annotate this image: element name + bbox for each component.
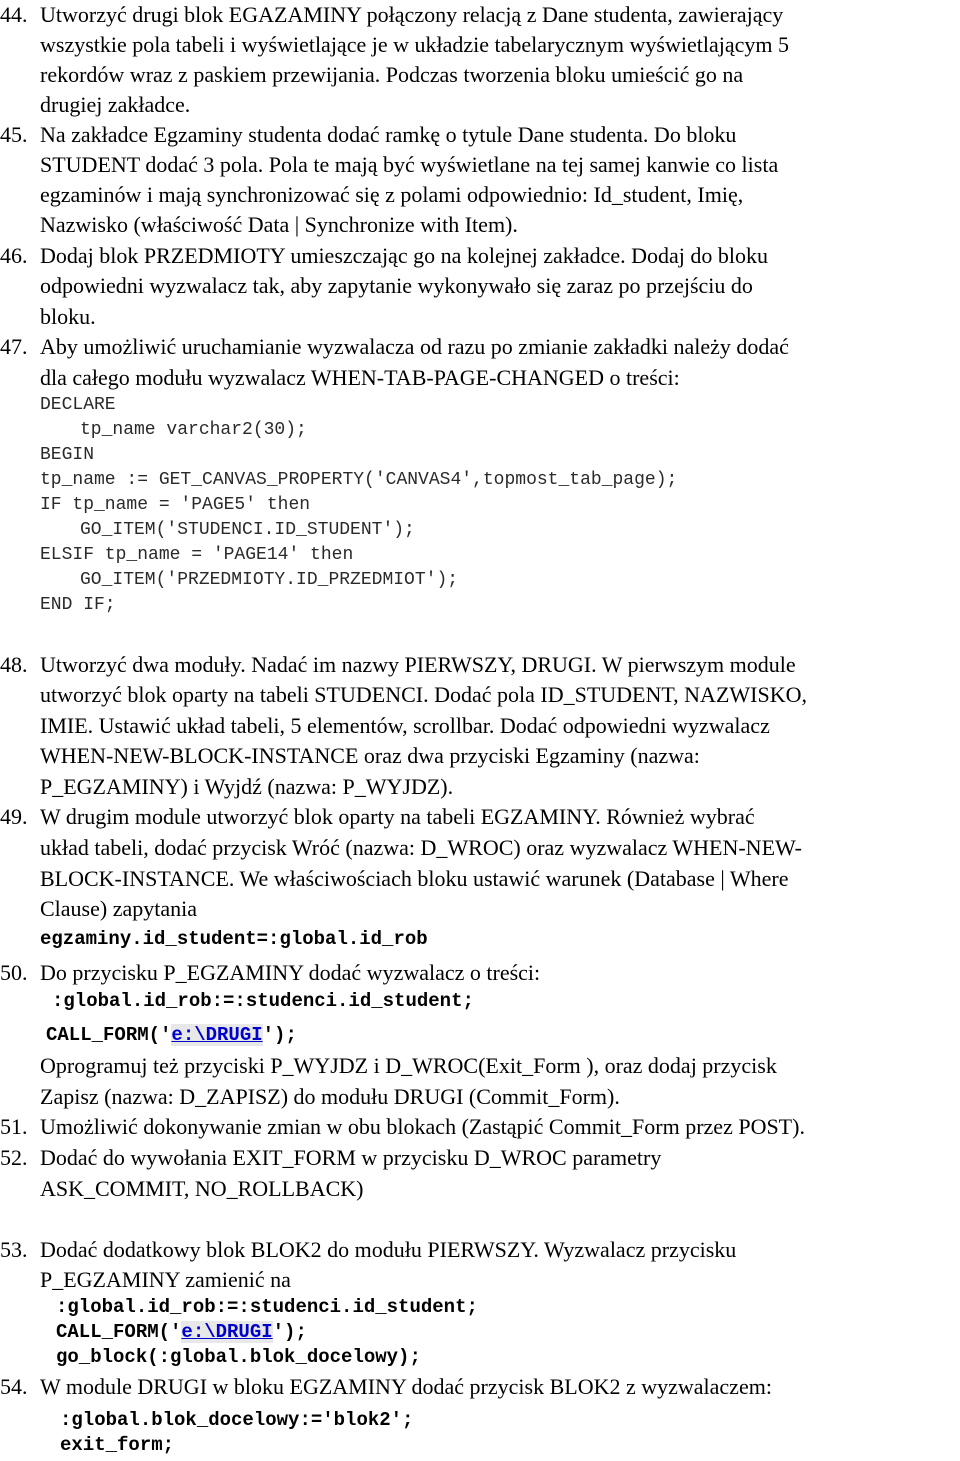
code-call-form-suffix: ');: [262, 1024, 297, 1046]
item-44-line-1: Utworzyć drugi blok EGAZAMINY połączony relacją z Dane studenta, zawierający: [40, 2, 784, 27]
code-line-goitem-1: GO_ITEM('STUDENCI.ID_STUDENT');: [80, 520, 415, 540]
call-form-path-link[interactable]: e:\DRUGI: [171, 1024, 263, 1046]
item-49-line-4: Clause) zapytania: [40, 896, 197, 921]
call-form-path-link-2[interactable]: e:\DRUGI: [181, 1321, 273, 1343]
item-number-44: 44.: [0, 2, 28, 27]
code-blok-docelowy: :global.blok_docelowy:='blok2';: [60, 1409, 414, 1431]
code-call-form-prefix: CALL_FORM(': [46, 1024, 172, 1046]
item-50-line-1: Do przycisku P_EGZAMINY dodać wyzwalacz o treści:: [40, 960, 541, 985]
code-where-clause: egzaminy.id_student=:global.id_rob: [40, 928, 428, 950]
item-50-line-2: Oprogramuj też przyciski P_WYJDZ i D_WROC(Exit_Form ), oraz dodaj przycisk: [40, 1053, 777, 1078]
item-44-line-3: rekordów wraz z paskiem przewijania. Podczas tworzenia bloku umieścić go na: [40, 62, 744, 87]
code-line-goitem-2: GO_ITEM('PRZEDMIOTY.ID_PRZEDMIOT');: [80, 570, 459, 590]
item-49-line-2: układ tabeli, dodać przycisk Wróć (nazwa: D_WROC) oraz wyzwalacz WHEN-NEW-: [40, 835, 802, 860]
item-44-line-4: drugiej zakładce.: [40, 92, 191, 117]
item-47-line-2: dla całego modułu wyzwalacz WHEN-TAB-PAGE-CHANGED o treści:: [40, 365, 680, 390]
code-call-form-2-prefix: CALL_FORM(': [56, 1321, 182, 1343]
item-53-line-2: P_EGZAMINY zamienić na: [40, 1267, 291, 1292]
item-number-54: 54.: [0, 1374, 28, 1399]
item-number-49: 49.: [0, 804, 28, 829]
code-line-elsif: ELSIF tp_name = 'PAGE14' then: [40, 545, 354, 565]
code-call-form-2: [56, 1320, 307, 1344]
item-50-line-3: Zapisz (nazwa: D_ZAPISZ) do modułu DRUGI (Commit_Form).: [40, 1084, 620, 1109]
item-51-line-1: Umożliwić dokonywanie zmian w obu blokach (Zastąpić Commit_Form przez POST).: [40, 1114, 805, 1139]
item-45-line-3: egzaminów i mają synchronizować się z polami odpowiednio: Id_student, Imię,: [40, 182, 744, 207]
item-number-51: 51.: [0, 1114, 28, 1139]
item-53-line-1: Dodać dodatkowy blok BLOK2 do modułu PIERWSZY. Wyzwalacz przycisku: [40, 1237, 737, 1262]
item-44-line-2: wszystkie pola tabeli i wyświetlające je w układzie tabelarycznym wyświetlającym 5: [40, 32, 789, 57]
item-49-line-3: BLOCK-INSTANCE. We właściwościach bloku ustawić warunek (Database | Where: [40, 866, 789, 891]
item-48-line-1: Utworzyć dwa moduły. Nadać im nazwy PIERWSZY, DRUGI. W pierwszym module: [40, 652, 796, 677]
item-48-line-4: WHEN-NEW-BLOCK-INSTANCE oraz dwa przyciski Egzaminy (nazwa:: [40, 743, 700, 768]
item-48-line-2: utworzyć blok oparty na tabeli STUDENCI. Dodać pola ID_STUDENT, NAZWISKO,: [40, 682, 807, 707]
code-line-if: IF tp_name = 'PAGE5' then: [40, 495, 311, 515]
code-line-assign: tp_name := GET_CANVAS_PROPERTY('CANVAS4',topmost_tab_page);: [40, 470, 678, 490]
code-line-endif: END IF;: [40, 595, 116, 615]
item-number-46: 46.: [0, 243, 28, 268]
item-number-48: 48.: [0, 652, 28, 677]
item-45-line-2: STUDENT dodać 3 pola. Pola te mają być wyświetlane na tej samej kanwie co lista: [40, 152, 779, 177]
item-45-line-4: Nazwisko (właściwość Data | Synchronize with Item).: [40, 212, 518, 237]
code-call-form-2-suffix: ');: [272, 1321, 307, 1343]
item-46-line-2: odpowiedni wyzwalacz tak, aby zapytanie wykonywało się zaraz po przejściu do: [40, 273, 753, 298]
code-line-var: tp_name varchar2(30);: [80, 420, 307, 440]
item-48-line-3: IMIE. Ustawić układ tabeli, 5 elementów, scrollbar. Dodać odpowiedni wyzwalacz: [40, 713, 770, 738]
item-52-line-2: ASK_COMMIT, NO_ROLLBACK): [40, 1176, 364, 1201]
code-exit-form: exit_form;: [60, 1434, 175, 1456]
item-47-line-1: Aby umożliwić uruchamianie wyzwalacza od razu po zmianie zakładki należy dodać: [40, 334, 789, 359]
item-number-50: 50.: [0, 960, 28, 985]
item-54-line-1: W module DRUGI w bloku EGZAMINY dodać przycisk BLOK2 z wyzwalaczem:: [40, 1374, 772, 1399]
item-46-line-3: bloku.: [40, 304, 96, 329]
code-global-assign: :global.id_rob:=:studenci.id_student;: [52, 990, 474, 1012]
code-global-assign-2: :global.id_rob:=:studenci.id_student;: [56, 1296, 478, 1318]
code-line-begin: BEGIN: [40, 445, 95, 465]
code-go-block: go_block(:global.blok_docelowy);: [56, 1346, 421, 1368]
item-52-line-1: Dodać do wywołania EXIT_FORM w przycisku D_WROC parametry: [40, 1145, 662, 1170]
item-48-line-5: P_EGZAMINY) i Wyjdź (nazwa: P_WYJDZ).: [40, 774, 454, 799]
code-call-form: [46, 1023, 297, 1047]
item-number-53: 53.: [0, 1237, 28, 1262]
code-line-declare: DECLARE: [40, 395, 116, 415]
item-49-line-1: W drugim module utworzyć blok oparty na tabeli EGZAMINY. Również wybrać: [40, 804, 755, 829]
item-45-line-1: Na zakładce Egzaminy studenta dodać ramkę o tytule Dane studenta. Do bloku: [40, 122, 737, 147]
item-number-52: 52.: [0, 1145, 28, 1170]
item-number-47: 47.: [0, 334, 28, 359]
item-number-45: 45.: [0, 122, 28, 147]
item-46-line-1: Dodaj blok PRZEDMIOTY umieszczając go na kolejnej zakładce. Dodaj do bloku: [40, 243, 769, 268]
